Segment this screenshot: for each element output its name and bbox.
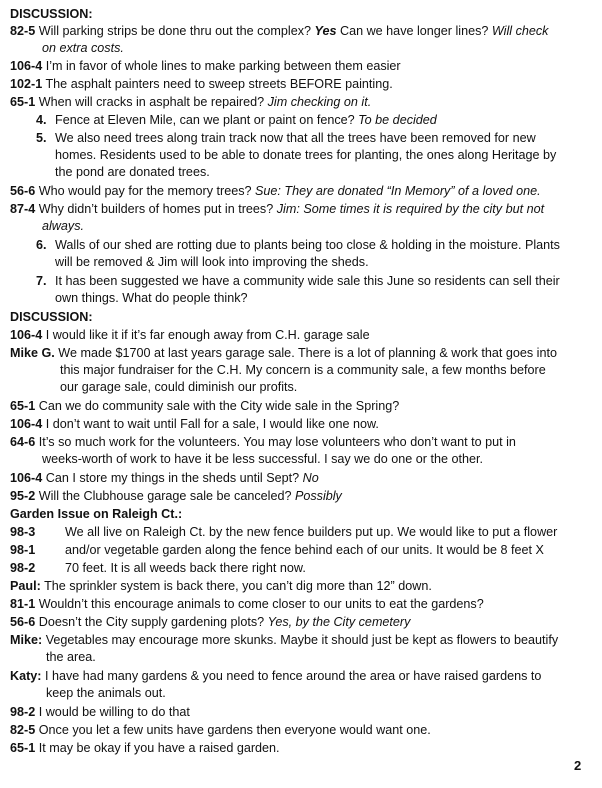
comment-line (10, 327, 592, 344)
comment-line (10, 23, 592, 40)
comment-text-cont: keep the animals out. (46, 686, 166, 700)
response-note: Possibly (294, 489, 342, 503)
unit-code: 87-4 (10, 202, 36, 216)
unit-code: 95-2 (10, 489, 36, 503)
garden-issue-heading: Garden Issue on Raleigh Ct.: (10, 507, 183, 521)
comment-text: Wouldn’t this encourage animals to come closer to our units to eat the gardens? (35, 597, 484, 611)
comment-text: When will cracks in asphalt be repaired? (35, 95, 268, 109)
comment-text: and/or vegetable garden along the fence behind each of our units. It would be 8 feet X (65, 543, 544, 557)
unit-code: 81-1 (10, 597, 36, 611)
comment-line (10, 94, 592, 111)
unit-code: 98-2 (10, 705, 36, 719)
comment-text: Can I store my things in the sheds until Sept? (42, 471, 303, 485)
answer-text: Yes (314, 24, 337, 38)
comment-text: Vegetables may encourage more skunks. Maybe it should just be kept as flowers to beautify (42, 633, 559, 647)
item-text: will be removed & Jim will look into improving the sheds. (55, 255, 369, 269)
comment-line (10, 470, 592, 487)
comment-line (10, 632, 592, 649)
page-number: 2 (574, 758, 582, 773)
item-text: It has been suggested we have a community wide sale this June so residents can sell their (55, 274, 560, 288)
comment-line (10, 488, 592, 505)
comment-text: The asphalt painters need to sweep streets BEFORE painting. (42, 77, 393, 91)
comment-line (10, 398, 592, 415)
speaker-name: Mike G. (10, 346, 55, 360)
unit-code: 106-4 (10, 417, 43, 431)
item-number: 7. (36, 274, 47, 288)
comment-text: I’m in favor of whole lines to make parking between them easier (42, 59, 401, 73)
response-note: Sue: They are donated “In Memory” of a loved one. (255, 184, 541, 198)
unit-code: 64-6 (10, 435, 36, 449)
comment-line (10, 704, 592, 721)
comment-text: Once you let a few units have gardens then everyone would want one. (35, 723, 431, 737)
item-text: We also need trees along train track now that all the trees have been removed for new (55, 131, 536, 145)
comment-text: Who would pay for the memory trees? (35, 184, 256, 198)
comment-line (10, 668, 592, 685)
comment-text-cont: the area. (46, 650, 96, 664)
comment-text: Will parking strips be done thru out the complex? (35, 24, 315, 38)
unit-code: 98-2 (10, 561, 36, 575)
speaker-name: Mike: (10, 633, 43, 647)
speaker-name: Paul: (10, 579, 41, 593)
comment-line (10, 614, 592, 631)
item-number: 6. (36, 238, 47, 252)
item-text: Walls of our shed are rotting due to plants being too close & holding in the moisture. Plants (55, 238, 560, 252)
comment-line (10, 183, 592, 200)
comment-text-cont: our garage sale, could diminish our profits. (60, 380, 298, 394)
unit-code: 106-4 (10, 59, 43, 73)
comment-text: It may be okay if you have a raised garden. (35, 741, 280, 755)
comment-line (10, 201, 592, 218)
response-note: To be decided (358, 113, 437, 127)
comment-text: I would be willing to do that (35, 705, 190, 719)
unit-code: 56-6 (10, 615, 36, 629)
item-number: 5. (36, 131, 47, 145)
comment-text: I don’t want to wait until Fall for a sale, I would like one now. (42, 417, 379, 431)
unit-code: 102-1 (10, 77, 43, 91)
comment-text-cont: this major fundraiser for the C.H. My concern is a community sale, a few months before (60, 363, 546, 377)
item-number: 4. (36, 113, 47, 127)
item-text: the pond are donated trees. (55, 165, 210, 179)
unit-code: 65-1 (10, 399, 36, 413)
comment-text: Can we do community sale with the City wide sale in the Spring? (35, 399, 400, 413)
comment-text: The sprinkler system is back there, you can’t dig more than 12” down. (40, 579, 432, 593)
unit-code: 65-1 (10, 741, 36, 755)
unit-code: 106-4 (10, 471, 43, 485)
comment-line (10, 578, 592, 595)
comment-line (10, 345, 592, 362)
comment-text: Will the Clubhouse garage sale be canceled? (35, 489, 295, 503)
unit-code: 82-5 (10, 24, 36, 38)
comment-line (10, 58, 592, 75)
response-note: Jim: Some times it is required by the city but not (276, 202, 545, 216)
comment-text: Can we have longer lines? (336, 24, 492, 38)
unit-code: 98-1 (10, 543, 36, 557)
response-note: No (302, 471, 319, 485)
item-text: homes. Residents used to be able to donate trees for planting, the ones along Heritage by (55, 148, 557, 162)
comment-text: I have had many gardens & you need to fence around the area or have raised gardens to (41, 669, 542, 683)
comment-text: We made $1700 at last years garage sale. There is a lot of planning & work that goes into (54, 346, 557, 360)
speaker-name: Katy: (10, 669, 42, 683)
comment-line (10, 740, 592, 757)
comment-line (10, 434, 592, 451)
response-note: Yes, by the City cemetery (267, 615, 411, 629)
comment-text-cont: weeks-worth of work to have it be less successful. I say we do one or the other. (42, 452, 483, 466)
comment-text: It’s so much work for the volunteers. You may lose volunteers who don’t want to put in (35, 435, 516, 449)
comment-text: We all live on Raleigh Ct. by the new fence builders put up. We would like to put a flower (65, 525, 558, 539)
item-text: own things. What do people think? (55, 291, 248, 305)
unit-code: 82-5 (10, 723, 36, 737)
comment-text: Doesn’t the City supply gardening plots? (35, 615, 268, 629)
response-note-cont: on extra costs. (42, 41, 124, 55)
comment-text: Why didn’t builders of homes put in trees? (35, 202, 277, 216)
comment-line (10, 596, 592, 613)
unit-code: 65-1 (10, 95, 36, 109)
unit-code: 106-4 (10, 328, 43, 342)
unit-code: 98-3 (10, 525, 36, 539)
comment-text: I would like it if it’s far enough away from C.H. garage sale (42, 328, 370, 342)
comment-line (10, 76, 592, 93)
comment-line (10, 416, 592, 433)
discussion-heading-1: DISCUSSION: (10, 7, 93, 21)
discussion-heading-2: DISCUSSION: (10, 310, 93, 324)
comment-text: 70 feet. It is all weeds back there right now. (65, 561, 306, 575)
comment-line (10, 722, 592, 739)
response-note: Will check (491, 24, 549, 38)
item-text: Fence at Eleven Mile, can we plant or paint on fence? (55, 113, 359, 127)
response-note-cont: always. (42, 219, 84, 233)
response-note: Jim checking on it. (267, 95, 372, 109)
unit-code: 56-6 (10, 184, 36, 198)
